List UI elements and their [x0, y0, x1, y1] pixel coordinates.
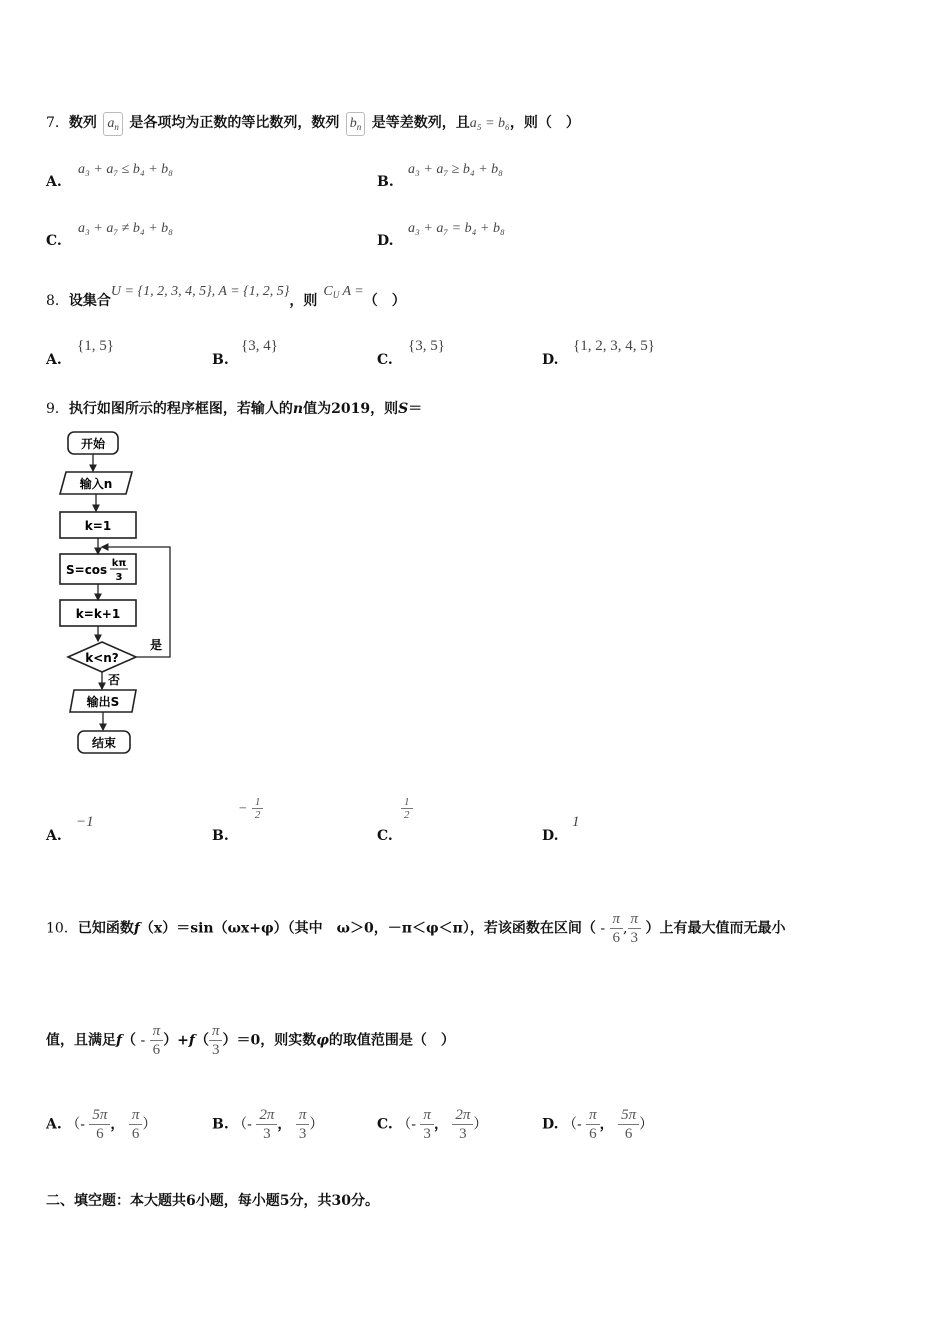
q7-condition: a₅ = b₆ [469, 116, 510, 131]
flow-end-text: 结束 [91, 736, 117, 750]
q9-option-a-expr: −1 [76, 814, 94, 830]
flow-no-label: 否 [108, 673, 121, 687]
q7-option-d-expr: a₃ + a₇ = b₄ + b₈ [408, 221, 505, 236]
flow-init-text: k=1 [84, 519, 112, 533]
q9-stem: 9．执行如图所示的程序框图，若输人的n值为2019，则S＝ [46, 401, 423, 417]
q10-number: 10． [46, 920, 78, 937]
flow-output-text: 输出S [86, 695, 120, 709]
flow-assign-pre: S=cos [66, 563, 108, 577]
q7-option-a-expr: a₃ + a₇ ≤ b₄ + b₈ [78, 162, 174, 177]
q9-option-c-expr: $\frac{1}{2}$ [401, 796, 413, 821]
flow-assign-num: kπ [111, 558, 127, 569]
flow-start-text: 开始 [80, 437, 106, 451]
q10-option-d[interactable]: D. （- $\frac{\pi}{6}$ ， $\frac{5\pi}{6}$ ） [542, 1107, 654, 1142]
q9-number: 9． [46, 401, 69, 417]
q7-stem: 7．数列 $a_n$ 是各项均为正数的等比数列，数列 $b_n$ 是等差数列，且a₅ = b₆，则（ ） [46, 112, 580, 136]
flow-input-text: 输入n [79, 477, 113, 491]
q10-option-a[interactable]: A. （- $\frac{5\pi}{6}$ ， $\frac{\pi}{6}$ ） [46, 1107, 157, 1142]
q10-stem-line2: 值，且满足f（ - $\frac{\pi}{6}$ ）+f（ $\frac{\pi}{3}$ ）＝0，则实数φ的取值范围是（ ） [46, 1023, 455, 1058]
q8-sets: U = {1, 2, 3, 4, 5}, A = {1, 2, 5} [110, 284, 290, 299]
q10-option-c[interactable]: C. （- $\frac{\pi}{3}$ ， $\frac{2\pi}{3}$ ） [377, 1107, 488, 1142]
seq-b-brace: $b_n$ [346, 112, 366, 136]
q8-option-c-expr: {3, 5} [408, 338, 445, 354]
q10-stem-line1: 10．已知函数f（x）＝sin（ωx+φ）（其中 ω＞0，－π＜φ＜π），若该函数在区间（ - $\frac{\pi}{6}$ , $\frac{\pi}{3}$ ）上有最大值而无最小 [46, 911, 786, 946]
q9-option-b-expr: − $\frac{1}{2}$ [238, 796, 263, 821]
q8-option-a-expr: {1, 5} [77, 338, 114, 354]
flowchart [44, 426, 189, 766]
q10-option-b[interactable]: B. （- $\frac{2\pi}{3}$ ， $\frac{\pi}{3}$ ） [212, 1107, 324, 1142]
flow-cond-text: k<n? [85, 651, 119, 665]
seq-a-brace: $a_n$ [103, 112, 123, 136]
q7-option-b-expr: a₃ + a₇ ≥ b₄ + b₈ [408, 162, 504, 177]
q7-option-a-label[interactable]: A. [46, 174, 62, 190]
section-heading-fill-in: 二、填空题：本大题共6小题，每小题5分，共30分。 [46, 1193, 379, 1209]
q8-option-d-expr: {1, 2, 3, 4, 5} [573, 338, 655, 354]
q8-option-b-label[interactable]: B. [212, 352, 229, 368]
q8-option-a-label[interactable]: A. [46, 352, 62, 368]
q8-complement: $C_U$ A = [323, 284, 364, 300]
q9-option-b-label[interactable]: B. [212, 828, 229, 844]
q9-option-a-label[interactable]: A. [46, 828, 62, 844]
q8-option-d-label[interactable]: D. [542, 352, 559, 368]
flow-inc-text: k=k+1 [75, 607, 121, 621]
q8-stem: 8．设集合U = {1, 2, 3, 4, 5}, A = {1, 2, 5}，则$C_U$ A =（ ） [46, 284, 406, 309]
q7-number: 7． [46, 115, 69, 131]
q8-number: 8． [46, 293, 69, 309]
q7-option-c-label[interactable]: C. [46, 233, 62, 249]
q8-option-b-expr: {3, 4} [241, 338, 278, 354]
q7-option-c-expr: a₃ + a₇ ≠ b₄ + b₈ [78, 221, 174, 236]
flow-yes-label: 是 [150, 638, 163, 652]
q9-option-d-label[interactable]: D. [542, 828, 559, 844]
flow-assign-den: 3 [115, 572, 123, 583]
q9-option-d-expr: 1 [572, 814, 580, 830]
q9-option-c-label[interactable]: C. [377, 828, 393, 844]
q7-option-d-label[interactable]: D. [377, 233, 394, 249]
q7-option-b-label[interactable]: B. [377, 174, 394, 190]
q8-option-c-label[interactable]: C. [377, 352, 393, 368]
